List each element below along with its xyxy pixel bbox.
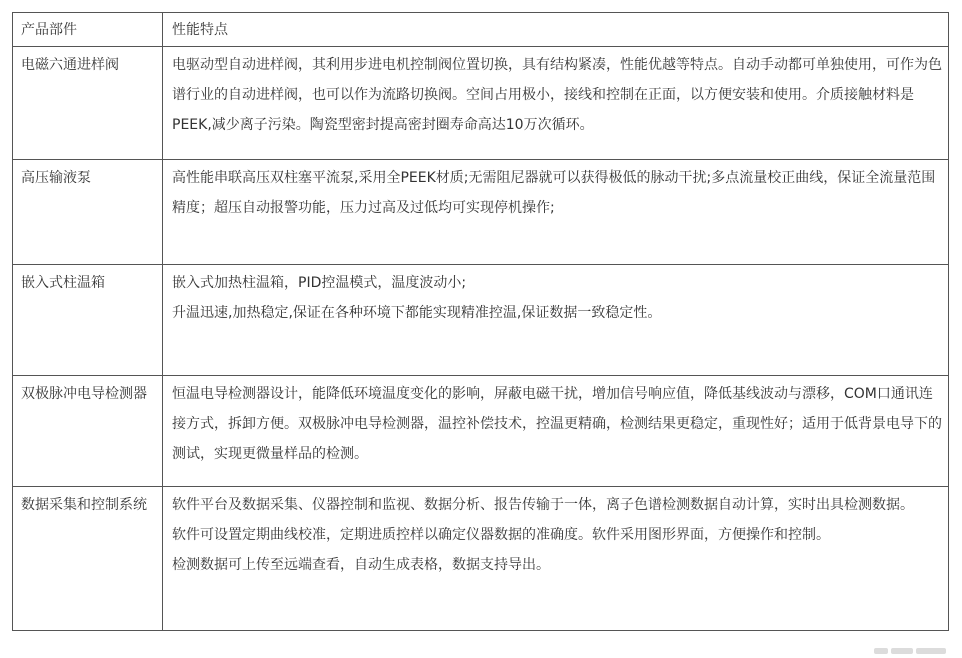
row-name: 嵌入式柱温箱 xyxy=(13,265,163,376)
feature-paragraph: 软件可设置定期曲线校准，定期进质控样以确定仪器数据的准确度。软件采用图形界面，方便操作和控制。 xyxy=(172,527,830,543)
feature-paragraph: 嵌入式加热柱温箱，PID控温模式，温度波动小; xyxy=(172,275,467,291)
feature-paragraph: 电驱动型自动进样阀，其利用步进电机控制阀位置切换，具有结构紧凑，性能优越等特点。自动手动都可单独使用，可作为色谱行业的自动进样阀，也可以作为流路切换阀。空间占用极小，接线和控制在正面，以方便安装和使用。介质接触材料是PEEK,减少离子污染。陶瓷型密封提高密封圈寿命高达10万次循环。 xyxy=(172,57,942,133)
watermark-logo xyxy=(874,639,954,649)
row-name: 双极脉冲电导检测器 xyxy=(13,376,163,487)
row-features xyxy=(163,160,949,265)
row-features xyxy=(163,376,949,487)
header-features: 性能特点 xyxy=(163,13,949,47)
feature-paragraph: 软件平台及数据采集、仪器控制和监视、数据分析、报告传输于一体，离子色谱检测数据自动计算，实时出具检测数据。 xyxy=(172,497,914,513)
row-name: 高压输液泵 xyxy=(13,160,163,265)
table-row xyxy=(13,487,949,631)
feature-paragraph: 升温迅速,加热稳定,保证在各种环境下都能实现精准控温,保证数据一致稳定性。 xyxy=(172,305,662,321)
feature-paragraph: 恒温电导检测器设计，能降低环境温度变化的影响，屏蔽电磁干扰，增加信号响应值，降低基线波动与漂移，COM口通讯连接方式，拆卸方便。双极脉冲电导检测器，温控补偿技术，控温更精确，检测结果更稳定，重现性好；适用于低背景电导下的测试，实现更微量样品的检测。 xyxy=(172,386,942,462)
table-header-row xyxy=(13,13,949,47)
feature-paragraph: 高性能串联高压双柱塞平流泵,采用全PEEK材质;无需阻尼器就可以获得极低的脉动干扰;多点流量校正曲线，保证全流量范围精度；超压自动报警功能，压力过高及过低均可实现停机操作; xyxy=(172,170,936,216)
table-row xyxy=(13,160,949,265)
spec-table xyxy=(12,12,949,631)
table-row xyxy=(13,265,949,376)
table-row xyxy=(13,376,949,487)
row-features xyxy=(163,265,949,376)
row-features xyxy=(163,47,949,160)
row-features xyxy=(163,487,949,631)
table-row xyxy=(13,47,949,160)
row-name: 数据采集和控制系统 xyxy=(13,487,163,631)
feature-paragraph: 检测数据可上传至远端查看，自动生成表格，数据支持导出。 xyxy=(172,557,550,573)
row-name: 电磁六通进样阀 xyxy=(13,47,163,160)
header-product-part: 产品部件 xyxy=(13,13,163,47)
